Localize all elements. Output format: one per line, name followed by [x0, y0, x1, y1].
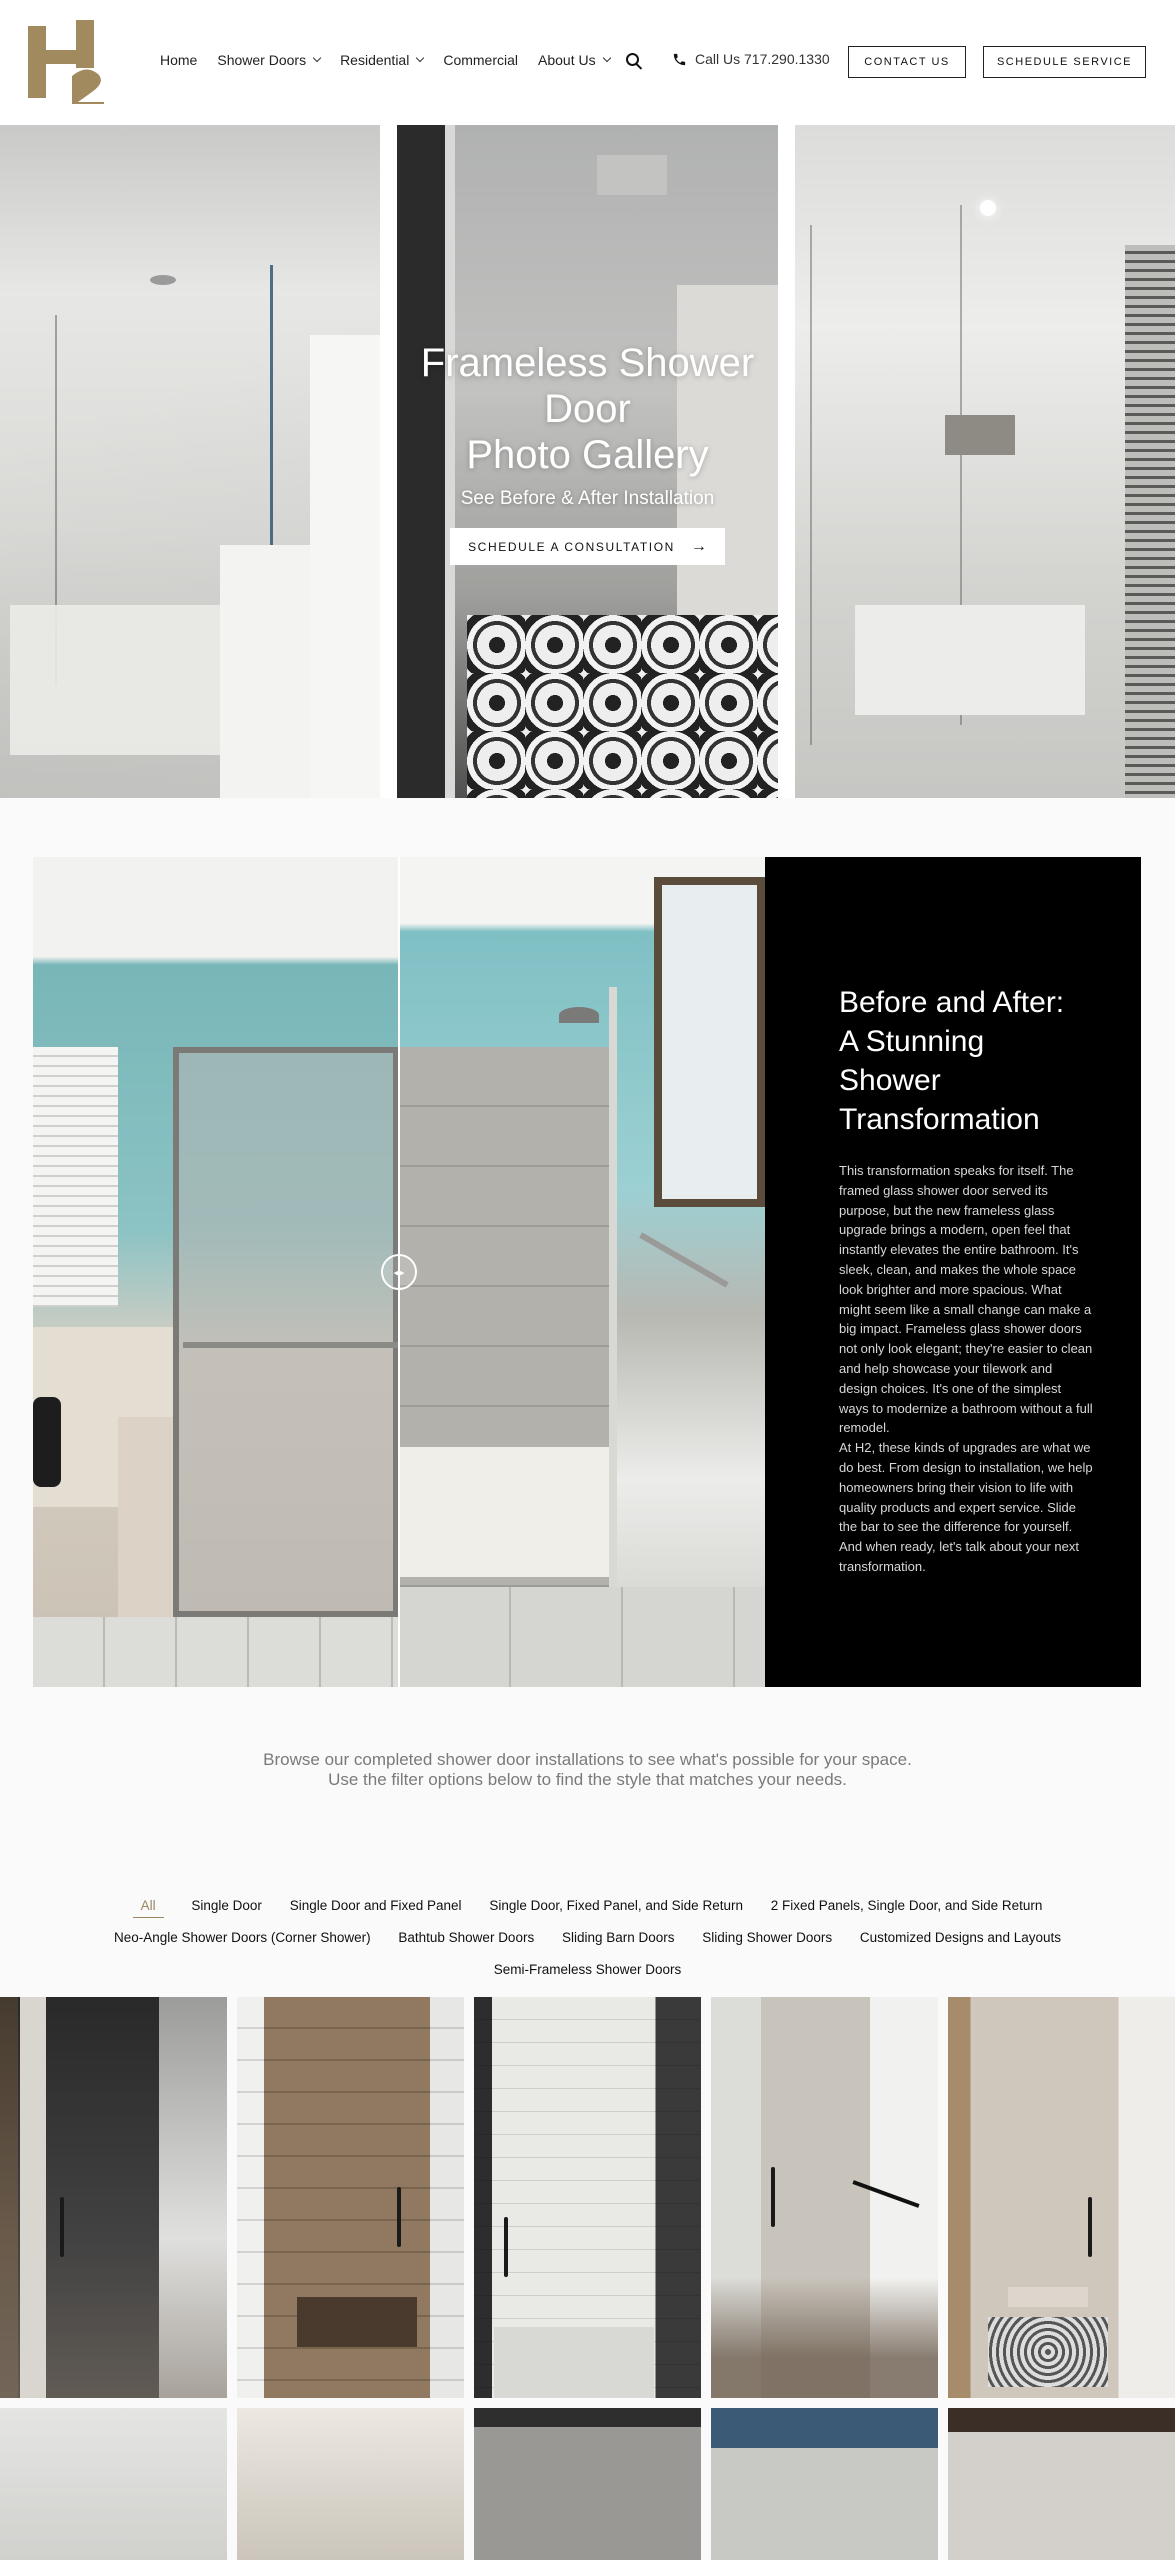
filter-neo-angle[interactable]: Neo-Angle Shower Doors (Corner Shower) — [114, 1930, 371, 1945]
gallery-photo[interactable] — [474, 2408, 701, 2560]
nav-label: About Us — [538, 52, 596, 68]
schedule-service-label: SCHEDULE SERVICE — [996, 56, 1133, 68]
filter-all[interactable]: All — [133, 1895, 164, 1918]
search-icon[interactable] — [626, 53, 639, 66]
nav-shower-doors[interactable] — [217, 52, 320, 68]
before-after-section — [33, 857, 1141, 1687]
before-after-paragraph: This transformation speaks for itself. The framed glass shower door served its purpose, but the new frameless glass upgrade brings a modern, open feel that instantly elevates the entire bathroom. It's sleek, clean, and makes the whole space look brighter and more spacious. What might seem like a small change can make a big impact. Frameless glass shower doors not only look elegant; they're easier to clean and help showcase your tilework and design choices. It's one of the simplest ways to modernize a bathroom without a full remodel. — [839, 1163, 1093, 1436]
gallery-photo[interactable] — [711, 2408, 938, 2560]
hero-section — [0, 125, 1175, 798]
filter-single-door[interactable]: Single Door — [191, 1898, 262, 1913]
hero-photo-right — [795, 125, 1175, 798]
before-after-paragraph: At H2, these kinds of upgrades are what we do best. From design to installation, we help homeowners bring their vision to life with quality products and expert service. Slide the bar to see the difference for yourself. And when ready, let's talk about your next transformation. — [839, 1440, 1093, 1574]
filter-customized-designs[interactable]: Customized Designs and Layouts — [859, 1930, 1061, 1945]
filter-single-door-fixed-panel-side-return[interactable]: Single Door, Fixed Panel, and Side Return — [489, 1898, 743, 1913]
hero-photo-left — [0, 125, 380, 798]
after-photo — [399, 857, 765, 1687]
gallery-photo[interactable] — [0, 2408, 227, 2560]
main-nav — [160, 52, 630, 68]
before-after-title: Before and After: A Stunning Shower Transformation — [839, 986, 1065, 1136]
filter-sliding-shower-doors[interactable]: Sliding Shower Doors — [702, 1930, 833, 1945]
chevron-down-icon — [602, 54, 610, 62]
nav-residential[interactable] — [340, 52, 423, 68]
h2-logo[interactable] — [28, 20, 114, 104]
filter-bathtub-shower-doors[interactable]: Bathtub Shower Doors — [398, 1930, 535, 1945]
before-photo — [33, 857, 399, 1687]
intro-line-1: Browse our completed shower door installations to see what's possible for your space. — [263, 1750, 912, 1769]
hero-title: Frameless Shower Door Photo Gallery — [420, 341, 755, 477]
chevron-down-icon — [313, 54, 321, 62]
filter-semi-frameless[interactable]: Semi-Frameless Shower Doors — [493, 1962, 682, 1977]
gallery-photo[interactable] — [711, 1997, 938, 2398]
intro-line-2: Use the filter options below to find the style that matches your needs. — [328, 1770, 847, 1789]
hero-text — [397, 340, 778, 565]
nav-home[interactable] — [160, 52, 197, 68]
phone-link[interactable] — [672, 51, 830, 67]
gallery-intro — [0, 1750, 1175, 1790]
site-header — [0, 0, 1175, 125]
hero-subtitle: See Before & After Installation — [460, 488, 715, 509]
filter-single-door-fixed-panel[interactable]: Single Door and Fixed Panel — [289, 1898, 462, 1913]
gallery-photo[interactable] — [0, 1997, 227, 2398]
gallery-photo[interactable] — [948, 1997, 1175, 2398]
schedule-consultation-label: SCHEDULE A CONSULTATION — [468, 539, 675, 554]
comparison-slider-handle[interactable] — [381, 1254, 417, 1290]
gallery-photo[interactable] — [237, 2408, 464, 2560]
schedule-consultation-button[interactable] — [450, 528, 725, 565]
nav-label: Commercial — [443, 52, 519, 68]
contact-us-label: CONTACT US — [864, 56, 950, 68]
nav-label: Home — [160, 52, 198, 68]
gallery-filters — [60, 1890, 1115, 1986]
phone-label: Call Us 717.290.1330 — [695, 51, 830, 67]
photo-gallery — [0, 1997, 1175, 2560]
nav-label: Residential — [340, 52, 410, 68]
gallery-photo[interactable] — [237, 1997, 464, 2398]
arrow-right-icon: → — [690, 537, 707, 555]
nav-commercial[interactable] — [443, 52, 518, 68]
gallery-photo[interactable] — [474, 1997, 701, 2398]
gallery-photo[interactable] — [948, 2408, 1175, 2560]
before-after-text-panel — [765, 857, 1141, 1687]
before-after-body — [839, 1161, 1093, 1577]
slider-arrows-icon: ◂▸ — [393, 1266, 405, 1279]
filter-2-fixed-panels-single-door-side-return[interactable]: 2 Fixed Panels, Single Door, and Side Return — [770, 1898, 1043, 1913]
contact-us-button[interactable] — [848, 46, 966, 78]
phone-icon — [672, 52, 687, 67]
chevron-down-icon — [416, 54, 424, 62]
filter-sliding-barn-doors[interactable]: Sliding Barn Doors — [561, 1930, 675, 1945]
schedule-service-button[interactable] — [983, 46, 1146, 78]
nav-about-us[interactable] — [538, 52, 610, 68]
nav-label: Shower Doors — [217, 52, 307, 68]
